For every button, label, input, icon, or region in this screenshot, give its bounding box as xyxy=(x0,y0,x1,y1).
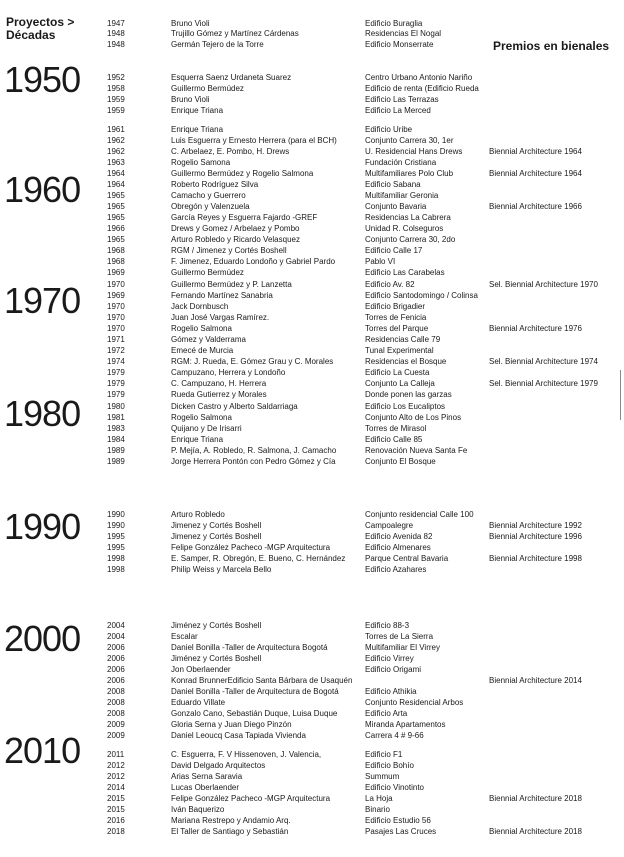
year-cell: 1964 xyxy=(107,180,125,189)
table-row xyxy=(0,334,624,345)
table-row xyxy=(0,445,624,456)
year-cell: 1984 xyxy=(107,435,125,444)
table-row xyxy=(0,423,624,434)
project-cell: Miranda Apartamentos xyxy=(365,720,446,729)
year-cell: 1958 xyxy=(107,84,125,93)
architect-cell: RGM: J. Rueda, E. Gómez Grau y C. Morales xyxy=(171,357,334,366)
architect-cell: C. Campuzano, H. Herrera xyxy=(171,379,267,388)
table-row xyxy=(0,771,624,782)
table-row xyxy=(0,520,624,531)
table-row xyxy=(0,642,624,653)
project-cell: Edificio Vinotinto xyxy=(365,783,424,792)
project-cell: Edificio Los Eucaliptos xyxy=(365,402,446,411)
project-cell: Edificio La Merced xyxy=(365,106,431,115)
award-cell: Sel. Biennial Architecture 1970 xyxy=(489,280,598,289)
table-row xyxy=(0,509,624,520)
year-cell: 2008 xyxy=(107,698,125,707)
project-cell: Conjunto La Calleja xyxy=(365,379,435,388)
table-row xyxy=(0,631,624,642)
table-row xyxy=(0,760,624,771)
year-cell: 2006 xyxy=(107,643,125,652)
award-cell: Biennial Architecture 1996 xyxy=(489,532,582,541)
architect-cell: Jiménez y Cortés Boshell xyxy=(171,654,262,663)
table-row xyxy=(0,234,624,245)
architect-cell: Juan José Vargas Ramírez. xyxy=(171,313,270,322)
architect-cell: Arturo Robledo xyxy=(171,510,225,519)
architect-cell: Eduardo Villate xyxy=(171,698,226,707)
award-cell: Biennial Architecture 2018 xyxy=(489,794,582,803)
award-cell: Biennial Architecture 1964 xyxy=(489,147,582,156)
table-row xyxy=(0,212,624,223)
project-cell: Residencias La Cabrera xyxy=(365,213,451,222)
year-cell: 2009 xyxy=(107,731,125,740)
project-cell: Torres de La Sierra xyxy=(365,632,434,641)
year-cell: 1983 xyxy=(107,424,125,433)
decade-label: 2010 xyxy=(4,730,81,771)
year-cell: 1968 xyxy=(107,257,125,266)
project-cell: Edificio Calle 85 xyxy=(365,435,423,444)
project-cell: Edificio 88-3 xyxy=(365,621,410,630)
table-row xyxy=(0,105,624,116)
project-cell: Edificio Virrey xyxy=(365,654,414,663)
year-cell: 1990 xyxy=(107,510,125,519)
award-cell: Biennial Architecture 1964 xyxy=(489,169,582,178)
table-row xyxy=(0,267,624,278)
table-row xyxy=(0,201,624,212)
year-cell: 1974 xyxy=(107,357,125,366)
project-cell: Multifamiliares Polo Club xyxy=(365,169,454,178)
year-cell: 1989 xyxy=(107,446,125,455)
project-cell: Edificio Bohío xyxy=(365,761,414,770)
year-cell: 1970 xyxy=(107,313,125,322)
project-cell: Edificio Las Terrazas xyxy=(365,95,439,104)
architect-cell: Jimenez y Cortés Boshell xyxy=(171,532,262,541)
project-cell: La Hoja xyxy=(365,794,393,803)
year-cell: 1970 xyxy=(107,302,125,311)
year-cell: 2012 xyxy=(107,772,125,781)
year-cell: 2004 xyxy=(107,632,125,641)
project-cell: Residencias Calle 79 xyxy=(365,335,441,344)
project-cell: Torres de Fenicia xyxy=(365,313,427,322)
project-cell: Binario xyxy=(365,805,390,814)
title-line-2: Décadas xyxy=(6,28,56,42)
project-cell: Edificio Estudio 56 xyxy=(365,816,431,825)
table-row xyxy=(0,135,624,146)
table-row xyxy=(0,697,624,708)
project-cell: Tunal Experimental xyxy=(365,346,434,355)
year-cell: 1959 xyxy=(107,95,125,104)
architect-cell: Guillermo Bermúdez xyxy=(171,268,244,277)
project-cell: Torres de Mirasol xyxy=(365,424,427,433)
architect-cell: Enrique Triana xyxy=(171,106,224,115)
project-cell: Edificio Avenida 82 xyxy=(365,532,433,541)
decade-label: 1980 xyxy=(4,393,81,434)
table-row xyxy=(0,412,624,423)
year-cell: 1965 xyxy=(107,213,125,222)
architect-cell: García Reyes y Esguerra Fajardo -GREF xyxy=(171,213,318,222)
year-cell: 2012 xyxy=(107,761,125,770)
year-cell: 1969 xyxy=(107,268,125,277)
project-cell: Campoalegre xyxy=(365,521,414,530)
project-cell: Unidad R. Colseguros xyxy=(365,224,444,233)
table-row xyxy=(0,323,624,334)
year-cell: 1948 xyxy=(107,29,125,38)
table-row xyxy=(0,686,624,697)
project-cell: Carrera 4 # 9-66 xyxy=(365,731,424,740)
decade-label: 1970 xyxy=(4,280,81,321)
project-cell: Conjunto El Bosque xyxy=(365,457,436,466)
year-cell: 1972 xyxy=(107,346,125,355)
year-cell: 2008 xyxy=(107,709,125,718)
architect-cell: Germán Tejero de la Torre xyxy=(171,40,264,49)
award-cell: Biennial Architecture 1992 xyxy=(489,521,582,530)
table-row xyxy=(0,826,624,837)
decade-label: 1960 xyxy=(4,169,81,210)
architect-cell: Drews y Gomez / Arbelaez y Pombo xyxy=(171,224,300,233)
architect-cell: Luis Esguerra y Ernesto Herrera (para el BCH) xyxy=(171,136,337,145)
project-cell: Multifamiliar El Virrey xyxy=(365,643,440,652)
project-cell: Conjunto Carrera 30, 2do xyxy=(365,235,456,244)
architect-cell: Campuzano, Herrera y Londoño xyxy=(171,368,286,377)
year-cell: 2011 xyxy=(107,750,125,759)
architect-cell: Esquerra Saenz Urdaneta Suarez xyxy=(171,73,292,82)
year-cell: 1981 xyxy=(107,413,125,422)
table-row xyxy=(0,531,624,542)
table-row xyxy=(0,301,624,312)
project-cell: Edificio Av. 82 xyxy=(365,280,415,289)
architect-cell: Jiménez y Cortés Boshell xyxy=(171,621,262,630)
year-cell: 1979 xyxy=(107,379,125,388)
architect-cell: Felipe González Pacheco -MGP Arquitectura xyxy=(171,543,331,552)
table-row xyxy=(0,378,624,389)
award-cell: Sel. Biennial Architecture 1974 xyxy=(489,357,598,366)
decade-label: 1950 xyxy=(4,59,81,100)
architect-cell: Enrique Triana xyxy=(171,125,224,134)
table-row xyxy=(0,675,624,686)
architect-cell: David Delgado Arquitectos xyxy=(171,761,266,770)
architect-cell: Daniel Bonilla -Taller de Arquitectura de Bogotá xyxy=(171,687,339,696)
architect-cell: Guillermo Bermúdez xyxy=(171,84,244,93)
project-cell: Parque Central Bavaria xyxy=(365,554,449,563)
architect-cell: Escalar xyxy=(171,632,198,641)
year-cell: 1966 xyxy=(107,224,125,233)
table-row xyxy=(0,389,624,400)
architect-cell: C. Arbelaez, E. Pombo, H. Drews xyxy=(171,147,290,156)
project-cell: Conjunto Carrera 30, 1er xyxy=(365,136,454,145)
year-cell: 1959 xyxy=(107,106,125,115)
year-cell: 1970 xyxy=(107,280,125,289)
project-cell: Edificio Sabana xyxy=(365,180,421,189)
table-row xyxy=(0,83,624,94)
project-cell: Conjunto Residencial Arbos xyxy=(365,698,464,707)
architect-cell: Guillermo Bermúdez y P. Lanzetta xyxy=(171,280,292,289)
table-row xyxy=(0,434,624,445)
year-cell: 2008 xyxy=(107,687,125,696)
project-cell: Conjunto Alto de Los Pinos xyxy=(365,413,462,422)
project-cell: Fundación Cristiana xyxy=(365,158,437,167)
year-cell: 1965 xyxy=(107,202,125,211)
project-cell: Edificio La Cuesta xyxy=(365,368,430,377)
architect-cell: Daniel Bonilla -Taller de Arquitectura Bogotá xyxy=(171,643,328,652)
table-row xyxy=(0,564,624,575)
table-row xyxy=(0,620,624,631)
year-cell: 1979 xyxy=(107,368,125,377)
architect-cell: Jon Oberlaender xyxy=(171,665,231,674)
project-cell: Edificio Azahares xyxy=(365,565,427,574)
award-cell: Biennial Architecture 1966 xyxy=(489,202,582,211)
table-row xyxy=(0,72,624,83)
year-cell: 1980 xyxy=(107,402,125,411)
table-row xyxy=(0,793,624,804)
year-cell: 1961 xyxy=(107,125,125,134)
table-row xyxy=(0,708,624,719)
year-cell: 2004 xyxy=(107,621,125,630)
architect-cell: Arias Serna Saravia xyxy=(171,772,243,781)
architect-cell: Felipe González Pacheco -MGP Arquitectura xyxy=(171,794,331,803)
table-row xyxy=(0,664,624,675)
project-cell: Conjunto residencial Calle 100 xyxy=(365,510,474,519)
year-cell: 2016 xyxy=(107,816,125,825)
table-row xyxy=(0,245,624,256)
year-cell: 1989 xyxy=(107,457,125,466)
year-cell: 1947 xyxy=(107,19,125,28)
architect-cell: Roberto Rodríguez Silva xyxy=(171,180,259,189)
architect-cell: Daniel Leoucq Casa Tapiada Vivienda xyxy=(171,731,306,740)
project-cell: Edificio Calle 17 xyxy=(365,246,423,255)
architect-cell: Quijano y De Irisarri xyxy=(171,424,242,433)
project-cell: Pablo VI xyxy=(365,257,396,266)
awards-heading: Premios en bienales xyxy=(493,39,610,53)
year-cell: 2014 xyxy=(107,783,125,792)
table-row xyxy=(0,456,624,467)
project-cell: Edificio Brigadier xyxy=(365,302,426,311)
year-cell: 2018 xyxy=(107,827,125,836)
project-cell: Edificio Origami xyxy=(365,665,422,674)
project-cell: Donde ponen las garzas xyxy=(365,390,452,399)
year-cell: 1965 xyxy=(107,235,125,244)
year-cell: 1970 xyxy=(107,324,125,333)
project-cell: Residencias el Bosque xyxy=(365,357,447,366)
architect-cell: Iván Baquerizo xyxy=(171,805,225,814)
architect-cell: Gonzalo Cano, Sebastián Duque, Luisa Duque xyxy=(171,709,338,718)
architect-cell: Arturo Robledo y Ricardo Velasquez xyxy=(171,235,300,244)
architect-cell: F. Jimenez, Eduardo Londoño y Gabriel Pardo xyxy=(171,257,336,266)
architect-cell: Mariana Restrepo y Andamio Arq. xyxy=(171,816,291,825)
project-cell: Edificio de renta (Edificio Rueda xyxy=(365,84,479,93)
architect-cell: Gloria Serna y Juan Diego Pinzón xyxy=(171,720,292,729)
project-cell: Edificio Almenares xyxy=(365,543,431,552)
table-row xyxy=(0,719,624,730)
year-cell: 1948 xyxy=(107,40,125,49)
table-row xyxy=(0,94,624,105)
year-cell: 1990 xyxy=(107,521,125,530)
table-row xyxy=(0,223,624,234)
project-cell: Centro Urbano Antonio Nariño xyxy=(365,73,473,82)
project-cell: Residencias El Nogal xyxy=(365,29,442,38)
architect-cell: Enrique Triana xyxy=(171,435,224,444)
award-cell: Biennial Architecture 1976 xyxy=(489,324,582,333)
year-cell: 1965 xyxy=(107,191,125,200)
table-row xyxy=(0,179,624,190)
architect-cell: C. Esguerra, F. V Hissenoven, J. Valencia, xyxy=(171,750,322,759)
year-cell: 1962 xyxy=(107,136,125,145)
architect-cell: El Taller de Santiago y Sebastián xyxy=(171,827,289,836)
table-row xyxy=(0,312,624,323)
table-row xyxy=(0,730,624,741)
year-cell: 1962 xyxy=(107,147,125,156)
table-row xyxy=(0,542,624,553)
table-row xyxy=(0,168,624,179)
year-cell: 1964 xyxy=(107,169,125,178)
project-cell: Edificio Las Carabelas xyxy=(365,268,445,277)
table-row xyxy=(0,157,624,168)
architect-cell: Gómez y Valderrama xyxy=(171,335,246,344)
table-row xyxy=(0,279,624,290)
project-cell: Conjunto Bavaria xyxy=(365,202,427,211)
project-cell: Edificio Monserrate xyxy=(365,40,434,49)
year-cell: 2015 xyxy=(107,805,125,814)
year-cell: 1979 xyxy=(107,390,125,399)
architect-cell: Guillermo Bermúdez y Rogelio Salmona xyxy=(171,169,314,178)
table-row xyxy=(0,256,624,267)
architect-cell: Emecé de Murcia xyxy=(171,346,234,355)
year-cell: 1968 xyxy=(107,246,125,255)
architect-cell: E. Samper, R. Obregón, E. Bueno, C. Hernández xyxy=(171,554,346,563)
table-row xyxy=(0,290,624,301)
decade-label: 1990 xyxy=(4,506,81,547)
year-cell: 1963 xyxy=(107,158,125,167)
project-cell: Edificio Buraglia xyxy=(365,19,423,28)
architect-cell: Lucas Oberlaender xyxy=(171,783,240,792)
architect-cell: Konrad BrunnerEdificio Santa Bárbara de Usaquén xyxy=(171,676,353,685)
architect-cell: Rueda Gutierrez y Morales xyxy=(171,390,267,399)
award-cell: Biennial Architecture 2018 xyxy=(489,827,582,836)
table-row xyxy=(0,804,624,815)
architect-cell: Dicken Castro y Alberto Saldarriaga xyxy=(171,402,298,411)
year-cell: 1998 xyxy=(107,565,125,574)
project-cell: Edificio Athikia xyxy=(365,687,417,696)
architect-cell: Jack Dornbusch xyxy=(171,302,229,311)
table-row xyxy=(0,553,624,564)
year-cell: 2006 xyxy=(107,654,125,663)
table-row xyxy=(0,28,624,39)
architect-cell: Jorge Herrera Pontón con Pedro Gómez y Cía xyxy=(171,457,336,466)
year-cell: 1995 xyxy=(107,532,125,541)
architect-cell: Rogelio Salmona xyxy=(171,324,232,333)
project-cell: Edificio Arta xyxy=(365,709,408,718)
architect-cell: Bruno Violi xyxy=(171,95,210,104)
architect-cell: P. Mejía, A. Robledo, R. Salmona, J. Camacho xyxy=(171,446,337,455)
project-cell: Renovación Nueva Santa Fe xyxy=(365,446,468,455)
project-cell: Edificio Santodomingo / Colinsa xyxy=(365,291,478,300)
table-row xyxy=(0,190,624,201)
architect-cell: Trujillo Gómez y Martínez Cárdenas xyxy=(171,29,299,38)
year-cell: 1971 xyxy=(107,335,125,344)
award-cell: Biennial Architecture 2014 xyxy=(489,676,582,685)
award-cell: Sel. Biennial Architecture 1979 xyxy=(489,379,598,388)
table-row xyxy=(0,749,624,760)
year-cell: 1998 xyxy=(107,554,125,563)
project-cell: Pasajes Las Cruces xyxy=(365,827,437,836)
decade-label: 2000 xyxy=(4,618,81,659)
project-cell: Summum xyxy=(365,772,400,781)
architect-cell: RGM / Jimenez y Cortés Boshell xyxy=(171,246,287,255)
year-cell: 1952 xyxy=(107,73,125,82)
architect-cell: Jimenez y Cortés Boshell xyxy=(171,521,262,530)
table-row xyxy=(0,401,624,412)
table-row xyxy=(0,782,624,793)
year-cell: 1969 xyxy=(107,291,125,300)
table-row xyxy=(0,345,624,356)
project-cell: Multifamiliar Geronia xyxy=(365,191,439,200)
table-row xyxy=(0,146,624,157)
table-row xyxy=(0,367,624,378)
table-row xyxy=(0,39,624,50)
table-row xyxy=(0,815,624,826)
title-line-1: Proyectos > xyxy=(6,15,75,29)
architect-cell: Bruno Violi xyxy=(171,19,210,28)
year-cell: 2009 xyxy=(107,720,125,729)
architect-cell: Rogelio Samona xyxy=(171,158,231,167)
project-cell: Torres del Parque xyxy=(365,324,429,333)
architect-cell: Fernando Martínez Sanabria xyxy=(171,291,273,300)
project-cell: Edificio Uribe xyxy=(365,125,413,134)
architect-cell: Rogelio Salmona xyxy=(171,413,232,422)
architect-cell: Camacho y Guerrero xyxy=(171,191,246,200)
table-row xyxy=(0,124,624,135)
award-cell: Biennial Architecture 1998 xyxy=(489,554,582,563)
table-row xyxy=(0,356,624,367)
year-cell: 1995 xyxy=(107,543,125,552)
table-row xyxy=(0,653,624,664)
year-cell: 2015 xyxy=(107,794,125,803)
project-cell: U. Residencial Hans Drews xyxy=(365,147,463,156)
project-cell: Edificio F1 xyxy=(365,750,403,759)
architect-cell: Philip Weiss y Marcela Bello xyxy=(171,565,272,574)
year-cell: 2006 xyxy=(107,676,125,685)
architect-cell: Obregón y Valenzuela xyxy=(171,202,250,211)
year-cell: 2006 xyxy=(107,665,125,674)
